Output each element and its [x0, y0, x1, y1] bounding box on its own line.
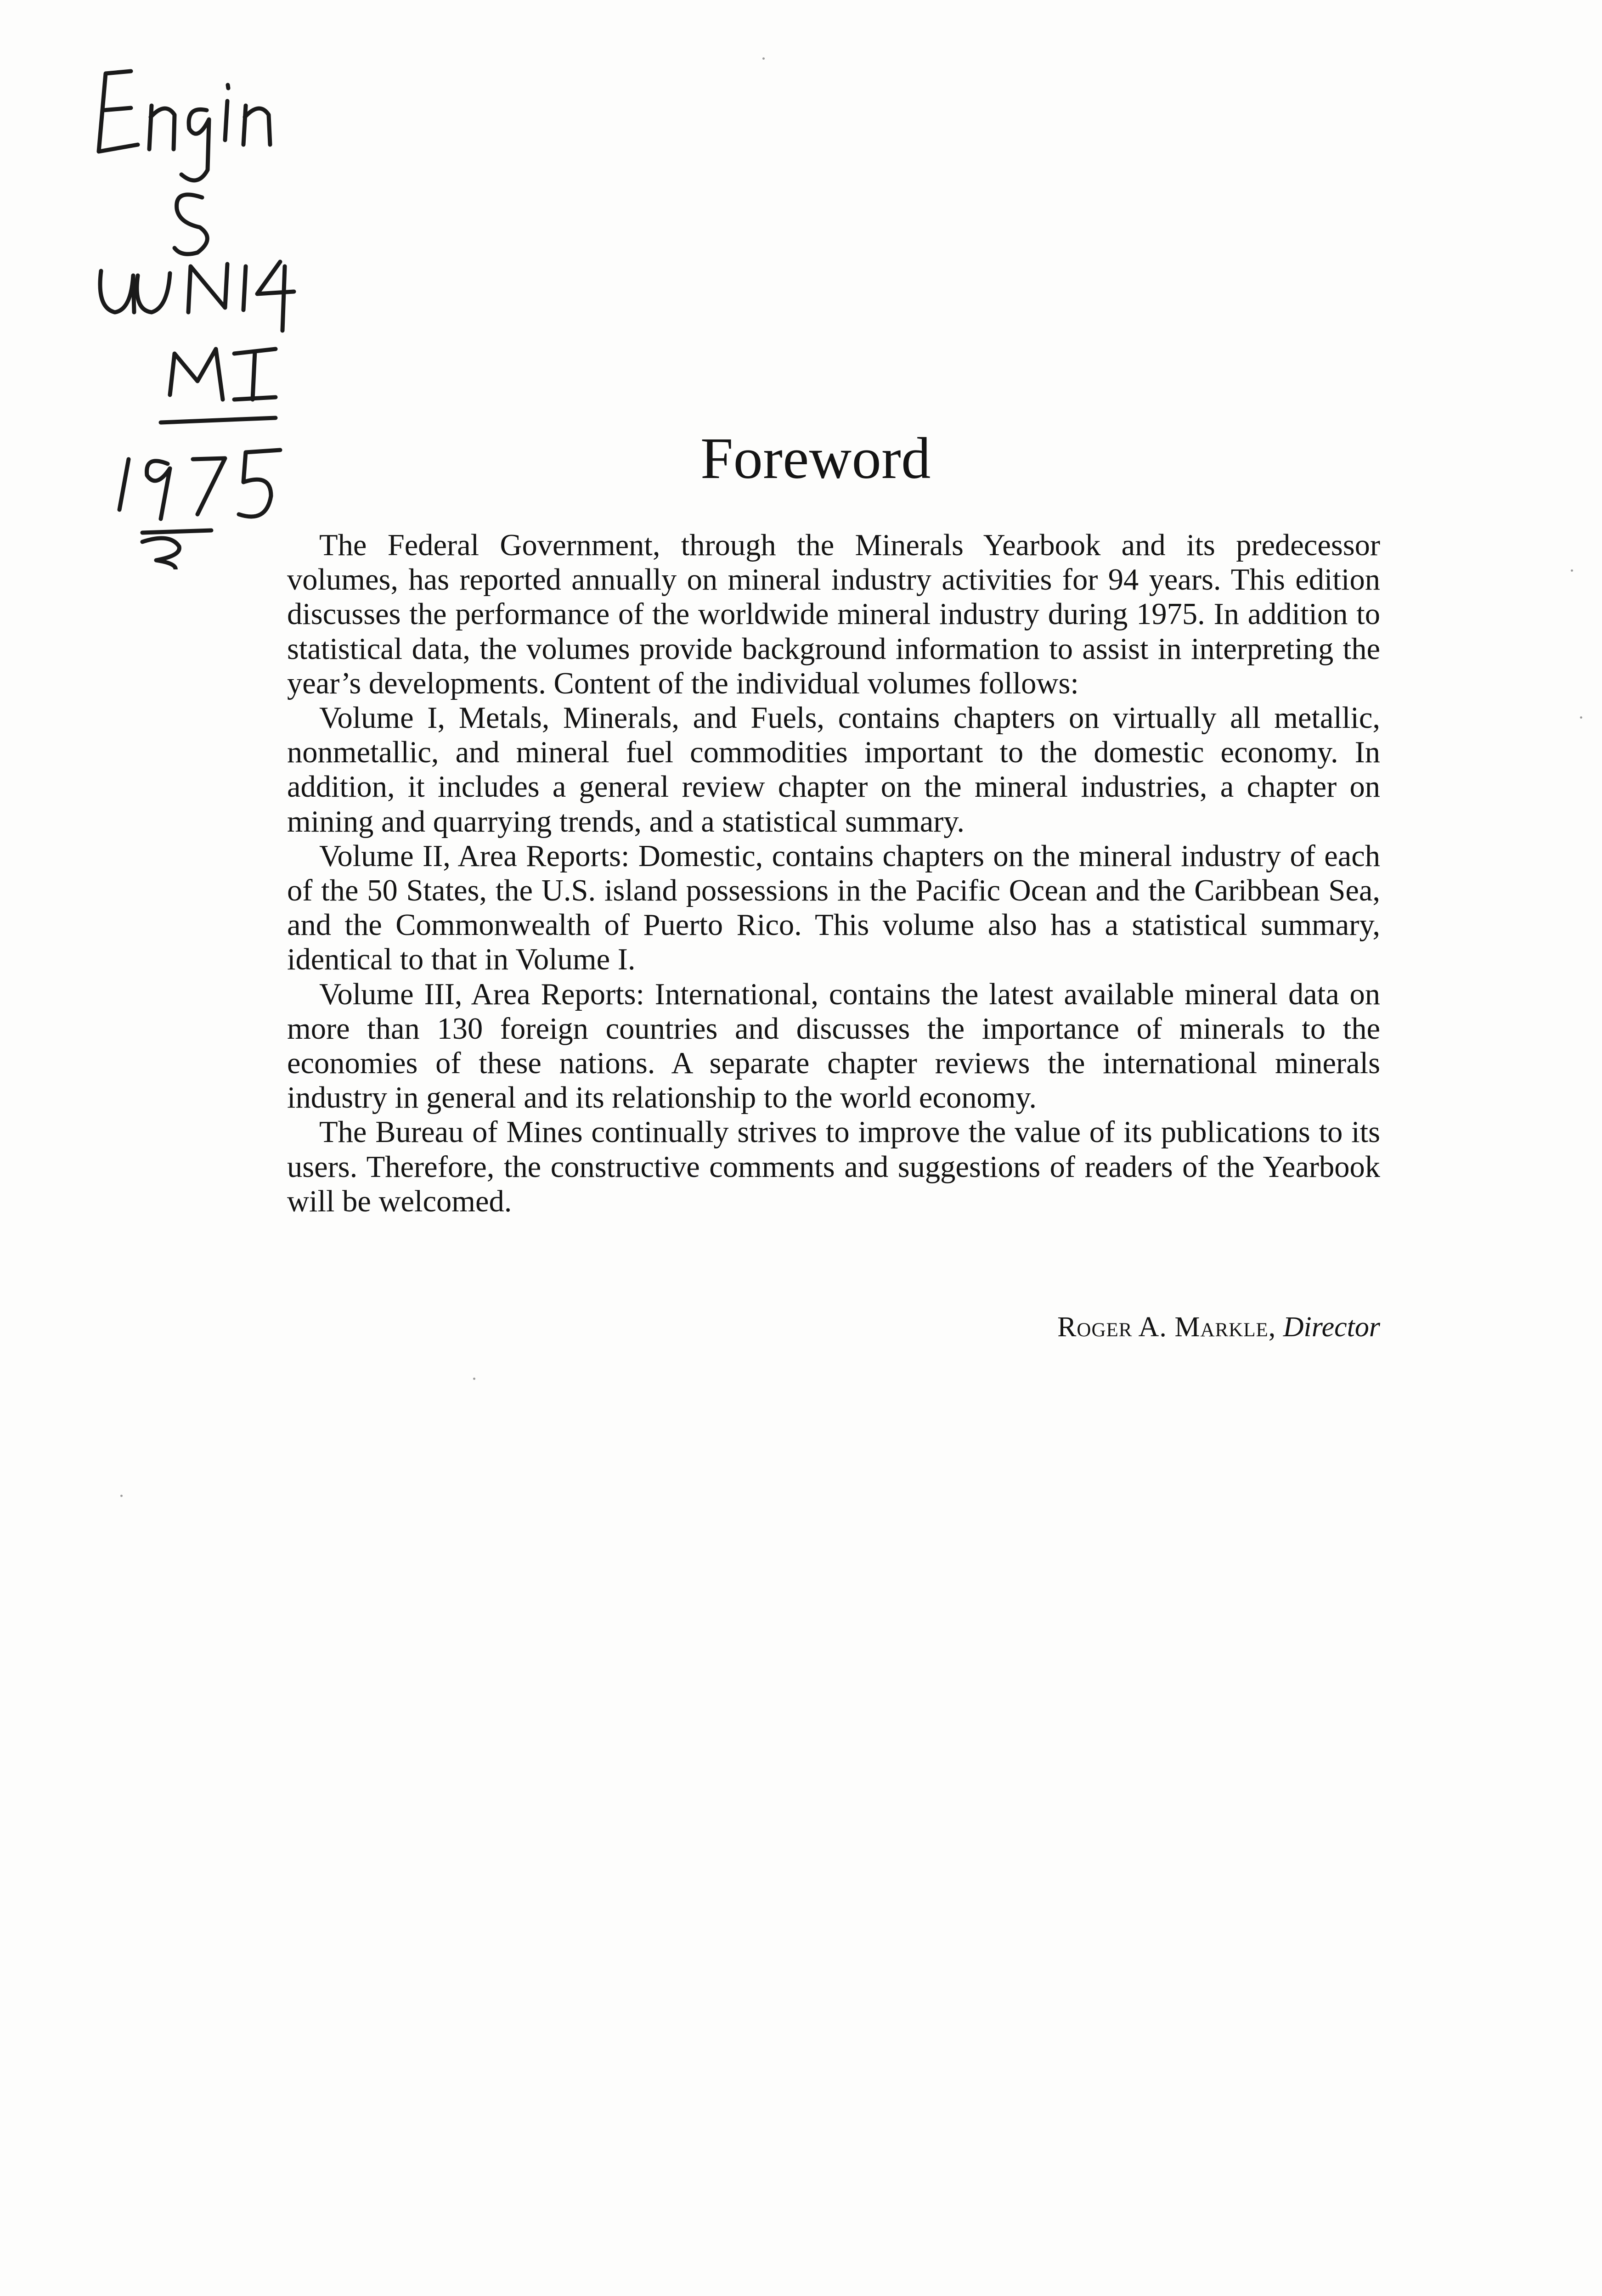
- foreword-body: [287, 528, 1380, 1219]
- scan-speck: [473, 1378, 475, 1380]
- signature-name: Roger A. Markle,: [1057, 1311, 1276, 1343]
- handwriting-line-3: [138, 538, 179, 569]
- paragraph-closing: The Bureau of Mines continually strives to improve the value of its publications to its users. Therefore, the constructive comments and suggestions of readers of the Yearbook will be welcomed.: [287, 1115, 1380, 1218]
- paragraph-intro: The Federal Government, through the Minerals Yearbook and its predecessor volumes, has reported annually on mineral industry activities for 94 years. This edition discusses the performance of the worldwide mineral industry during 1975. In addition to statistical data, the volumes provide background information to assist in interpreting the year’s developments. Content of the individual volumes follows:: [287, 529, 1380, 700]
- handwriting-line-un14: [100, 262, 294, 331]
- scan-speck: [762, 57, 765, 60]
- paragraph-volume-2: Volume II, Area Reports: Domestic, contains chapters on the mineral industry of each of the 50 States, the U.S. island possessions in the Pacific Ocean and the Caribbean Sea, and the Commonwealth of Puerto Rico. This volume also has a statistical summary, identical to that in Volume I.: [287, 839, 1380, 977]
- handwriting-underline: [161, 418, 276, 422]
- signature: [1057, 1311, 1380, 1344]
- handwriting-underline-2: [142, 530, 211, 533]
- handwriting-line-1975: [119, 450, 280, 519]
- scan-speck: [120, 1495, 123, 1497]
- paragraph-volume-1: Volume I, Metals, Minerals, and Fuels, contains chapters on virtually all metallic, nonmetallic, and mineral fuel commodities important to the domestic economy. In addition, it includes a general review chapter on the mineral industries, a chapter on mining and quarrying trends, and a statistical summary.: [287, 701, 1380, 838]
- scan-speck: [1580, 716, 1582, 719]
- handwriting-line-mi: [170, 349, 276, 400]
- handwriting-line-s: [175, 195, 207, 254]
- page-title: Foreword: [700, 426, 931, 491]
- paragraph-volume-3: Volume III, Area Reports: International, contains the latest available mineral data on more than 130 foreign countries and discusses the importance of minerals to the economies of these nations. A separate chapter reviews the international minerals industry in general and its relationship to the world economy.: [287, 977, 1380, 1115]
- handwriting-line-engin: [99, 71, 270, 180]
- scan-speck: [1571, 569, 1573, 572]
- handwritten-call-number: [87, 37, 464, 569]
- signature-role: Director: [1283, 1311, 1380, 1343]
